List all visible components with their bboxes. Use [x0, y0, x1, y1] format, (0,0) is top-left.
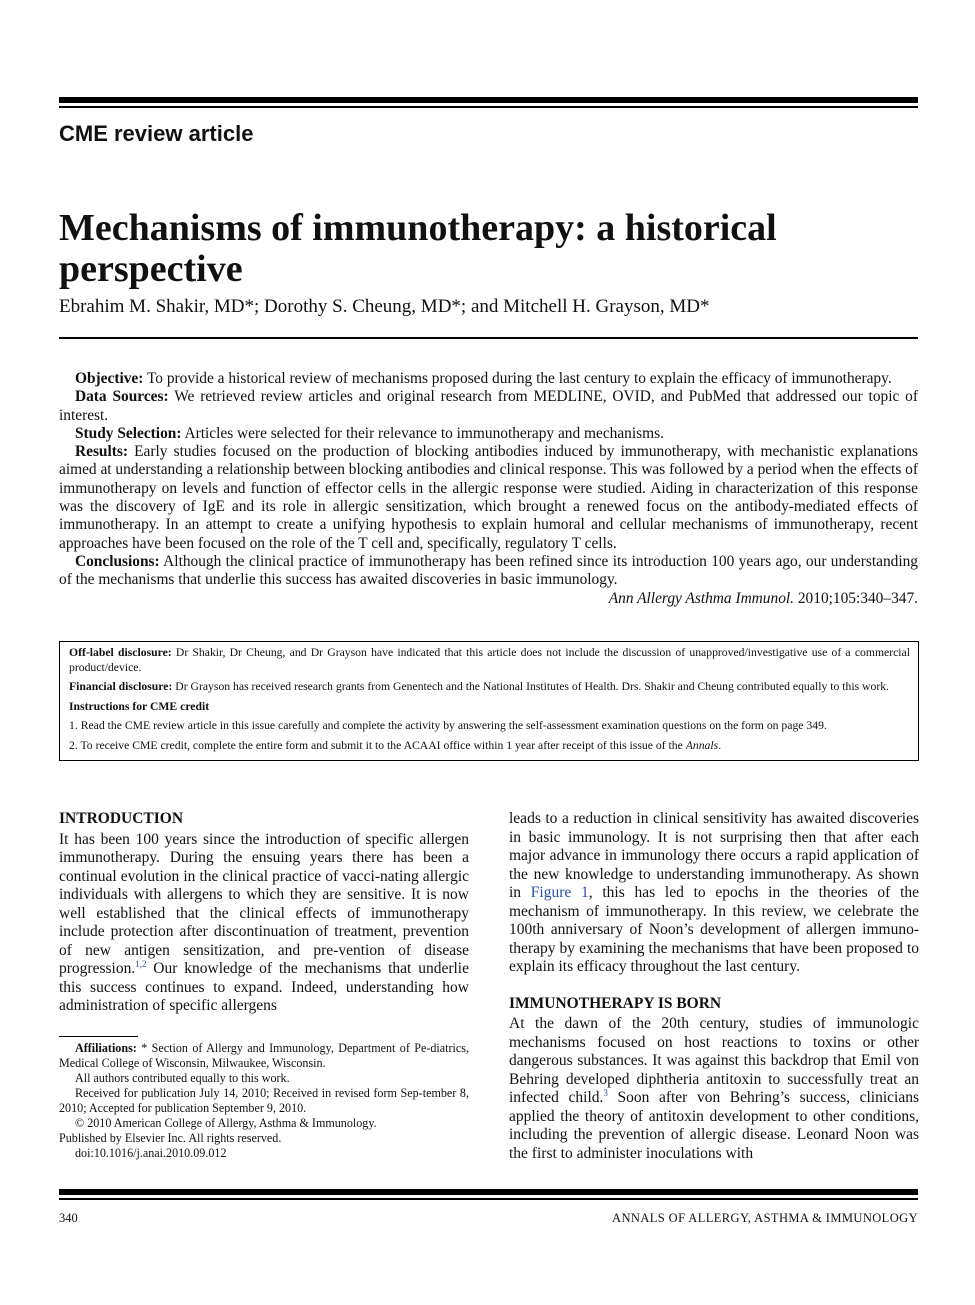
intro-text-1: It has been 100 years since the introduction of specific allergen immunotherapy. During the ensuing years there has been a continual evolution in the clinical practice of vacci-nating allergic individuals with allergens to which they are sensitive. It is now well established that the clinical effects of immunotherapy include protection after discontinuation of treatment, prevention of new antigen sensitization, and pre-vention of disease progression. — [59, 830, 469, 977]
abstract-citation — [59, 590, 918, 608]
footnote-rule — [59, 1036, 138, 1037]
right-column — [509, 810, 919, 1163]
footnote-copyright: © 2010 American College of Allergy, Asthma & Immunology. — [75, 1116, 377, 1130]
results-text: Early studies focused on the production of blocking antibodies induced by immunotherapy, with mechanistic explanations aimed at understanding a relationship between blocking antibodies and clinical response. This was followed by a period when the effects of immunotherapy on levels and function of effector cells in the allergic response were studied. Aiding in characterization of this response was the discovery of IgE and its role in allergic sensitization, which brought a renewed focus on the antibody-mediated effects of immunotherapy. In an attempt to create a unifying hypothesis to explain humoral and cellular mechanisms of immunotherapy, recent approaches have been focused on the role of the T cell and, specifically, regulatory T cells. — [59, 443, 918, 552]
study-selection-label: Study Selection: — [75, 424, 182, 442]
abstract-study-selection — [59, 425, 918, 443]
disclosure-box — [59, 641, 919, 761]
instruction-2-text: 2. To receive CME credit, complete the entire form and submit it to the ACAAI office within 1 year after receipt of this issue of the — [69, 738, 686, 752]
born-heading: IMMUNOTHERAPY IS BORN — [509, 994, 722, 1012]
affiliations-label: Affiliations: — [75, 1041, 137, 1055]
bottom-rule-thick — [59, 1189, 918, 1195]
citation-journal: Ann Allergy Asthma Immunol. — [608, 589, 795, 607]
top-rule-thick — [59, 97, 918, 103]
instructions-heading-text: Instructions for CME credit — [69, 699, 210, 713]
data-sources-label: Data Sources: — [75, 388, 169, 406]
objective-text: To provide a historical review of mechanisms proposed during the last century to explain the efficacy of immunotherapy. — [143, 370, 892, 387]
footnote-affiliations — [59, 1041, 469, 1071]
financial-label: Financial disclosure: — [69, 680, 173, 694]
abstract-conclusions — [59, 553, 918, 590]
title-rule — [59, 337, 918, 339]
intro-heading: INTRODUCTION — [59, 810, 184, 827]
affiliations-text: * Section of Allergy and Immunology, Department of Pe-diatrics, Medical College of Wisconsin, Milwaukee, Wisconsin. — [59, 1041, 469, 1070]
instruction-2-journal: Annals — [685, 738, 719, 752]
right-text-1: leads to a reduction in clinical sensitivity has awaited discoveries in basic immunology. It is not surprising then that after each major advance in immunology there occurs a rapid application of the new knowledge to understanding immunotherapy. As shown in — [509, 810, 919, 901]
footnote-received: Received for publication July 14, 2010; Received in revised form Sep-tember 8, 2010; Accepted for publication September 9, 2010. — [59, 1086, 469, 1115]
right-paragraph-1 — [509, 810, 919, 977]
conclusions-text: Although the clinical practice of immunotherapy has been refined since its introduction 100 years ago, our understanding of the mechanisms that underlie this success has awaited discoveries in basic immunology. — [59, 552, 918, 589]
offlabel-disclosure — [69, 646, 910, 675]
top-rule-thin — [59, 106, 918, 108]
section-label: CME review article — [59, 121, 254, 146]
intro-paragraph — [59, 831, 469, 1016]
abstract-results — [59, 443, 918, 553]
intro-ref-link[interactable]: 1,2 — [135, 958, 147, 969]
data-sources-text: We retrieved review articles and original research from MEDLINE, OVID, and PubMed that addressed our topic of interest. — [59, 388, 919, 424]
figure-1-link[interactable]: Figure 1 — [530, 884, 589, 901]
article-authors: Ebrahim M. Shakir, MD*; Dorothy S. Cheung, MD*; and Mitchell H. Grayson, MD* — [59, 296, 710, 317]
abstract-objective — [59, 370, 918, 388]
footnote-doi[interactable]: doi:10.1016/j.anai.2010.09.012 — [75, 1146, 227, 1160]
born-paragraph — [509, 1015, 919, 1163]
abstract — [59, 370, 918, 608]
footnote-publisher: Published by Elsevier Inc. All rights reserved. — [59, 1131, 282, 1145]
instruction-2 — [69, 739, 910, 754]
footnote-contrib: All authors contributed equally to this work. — [75, 1071, 290, 1085]
born-text-2: Soon after von Behring’s success, clinicians applied the theory of antitoxin development to other conditions, including the prevention of allergic disease. Leonard Noon was the first to administer inoculations with — [509, 1089, 920, 1162]
objective-label: Objective: — [75, 370, 144, 387]
born-text-1: At the dawn of the 20th century, studies of immunologic mechanisms focused on host reactions to toxins or other dangerous substances. It was against this backdrop that Emil von Behring developed diphtheria antitoxin to successfully treat an infected child. — [509, 1015, 919, 1106]
page-number: 340 — [59, 1211, 78, 1225]
results-label: Results: — [75, 443, 129, 461]
offlabel-text: Dr Shakir, Dr Cheung, and Dr Grayson have indicated that this article does not include the discussion of unapproved/investigative use of a commercial product/device. — [69, 646, 910, 674]
instruction-1: 1. Read the CME review article in this issue carefully and complete the activity by answering the self-assessment examination questions on the form on page 349. — [69, 719, 827, 733]
born-ref-link[interactable]: 3 — [603, 1087, 608, 1098]
citation-ref: 2010;105:340–347. — [794, 589, 918, 607]
financial-text: Dr Grayson has received research grants from Genentech and the National Institutes of Health. Drs. Shakir and Cheung contributed equally to this work. — [172, 680, 889, 694]
study-selection-text: Articles were selected for their relevance to immunotherapy and mechanisms. — [181, 424, 664, 442]
abstract-data-sources — [59, 388, 918, 425]
instruction-2-end: . — [718, 738, 722, 752]
left-column — [59, 810, 469, 1016]
article-title: Mechanisms of immunotherapy: a historical perspective — [59, 207, 777, 290]
instructions-heading — [69, 700, 910, 715]
intro-text-2: Our knowledge of the mechanisms that underlie this success continues to expand. Indeed, understanding how administration of specific allergens — [59, 960, 469, 1014]
right-text-2: , this has led to epochs in the theories of the mechanism of immunotherapy. In this review, we celebrate the 100th anniversary of Noon’s development of allergen immuno-therapy by examining the mechanisms that have been proposed to explain its efficacy throughout the last century. — [509, 884, 920, 975]
journal-name: ANNALS OF ALLERGY, ASTHMA & IMMUNOLOGY — [612, 1211, 918, 1225]
conclusions-label: Conclusions: — [75, 552, 160, 570]
offlabel-label: Off-label disclosure: — [69, 646, 172, 659]
financial-disclosure — [69, 680, 910, 695]
bottom-rule-thin — [59, 1198, 918, 1200]
footnotes — [59, 1041, 469, 1161]
